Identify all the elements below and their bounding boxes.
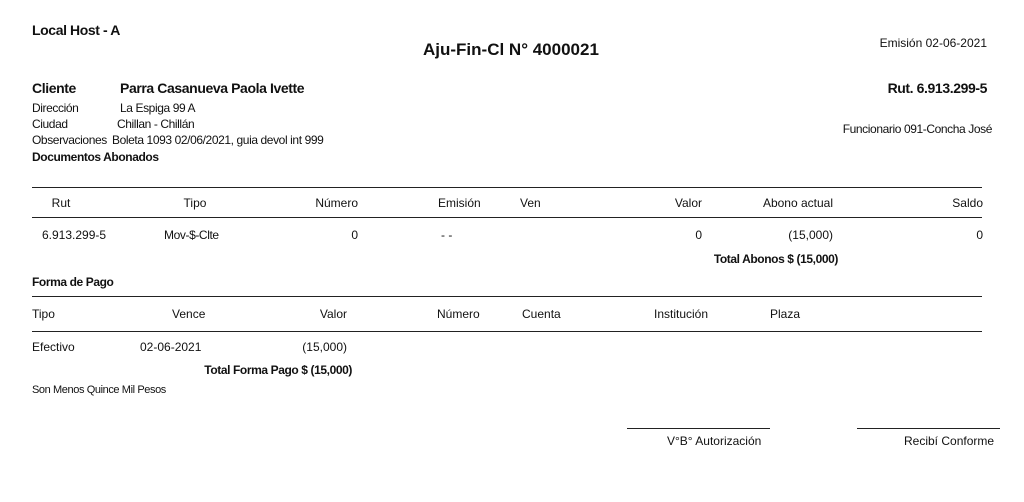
documents-section-title: Documentos Abonados	[32, 150, 159, 164]
divider	[32, 331, 982, 332]
document-title: Aju-Fin-Cl N° 4000021	[423, 40, 599, 59]
company-name: Local Host - A	[32, 22, 120, 38]
cell-valor: 0	[695, 228, 702, 242]
officer: Funcionario 091-Concha José	[842, 122, 992, 136]
col-header-valor: Valor	[674, 196, 702, 210]
col-header-rut: Rut	[51, 196, 71, 210]
pay-col-header-numero: Número	[437, 307, 480, 321]
col-header-saldo: Saldo	[952, 196, 983, 210]
signature-line	[627, 428, 770, 429]
col-header-emision: Emisión	[438, 196, 481, 210]
cell-rut: 6.913.299-5	[42, 228, 107, 242]
city-value: Chillan - Chillán	[117, 117, 195, 131]
city-label: Ciudad	[32, 117, 68, 131]
divider	[32, 296, 982, 297]
pay-cell-valor: (15,000)	[302, 340, 347, 354]
client-name: Parra Casanueva Paola Ivette	[120, 80, 305, 96]
client-label: Cliente	[32, 80, 76, 96]
cell-tipo: Mov-$-Clte	[164, 228, 219, 242]
cell-numero: 0	[351, 228, 358, 242]
total-abonos: Total Abonos $ (15,000)	[713, 252, 838, 266]
client-rut: Rut. 6.913.299-5	[887, 80, 987, 96]
cell-abono: (15,000)	[788, 228, 833, 242]
col-header-numero: Número	[315, 196, 358, 210]
cell-emision: - -	[441, 228, 453, 242]
payment-section-title: Forma de Pago	[32, 275, 114, 289]
pay-col-header-vence: Vence	[172, 307, 206, 321]
amount-in-words: Son Menos Quince Mil Pesos	[32, 384, 166, 396]
authorization-label: V°B° Autorización	[667, 434, 762, 448]
col-header-tipo: Tipo	[183, 196, 207, 210]
col-header-abono: Abono actual	[762, 196, 833, 210]
pay-col-header-tipo: Tipo	[32, 307, 55, 321]
pay-cell-tipo: Efectivo	[32, 340, 75, 354]
emission-date: Emisión 02-06-2021	[879, 36, 987, 50]
pay-col-header-plaza: Plaza	[770, 307, 801, 321]
notes-label: Observaciones	[32, 133, 107, 147]
col-header-ven: Ven	[520, 196, 541, 210]
pay-col-header-institucion: Institución	[654, 307, 709, 321]
pay-col-header-cuenta: Cuenta	[522, 307, 561, 321]
total-forma-pago: Total Forma Pago $ (15,000)	[204, 363, 352, 377]
address-value: La Espiga 99 A	[120, 101, 196, 115]
address-label: Dirección	[32, 101, 79, 115]
divider	[32, 187, 982, 188]
pay-col-header-valor: Valor	[319, 307, 347, 321]
notes-value: Boleta 1093 02/06/2021, guia devol int 999	[112, 133, 324, 147]
received-label: Recibí Conforme	[904, 434, 995, 448]
cell-saldo: 0	[976, 228, 983, 242]
pay-cell-vence: 02-06-2021	[140, 340, 202, 354]
divider	[32, 217, 982, 218]
signature-line	[857, 428, 1000, 429]
